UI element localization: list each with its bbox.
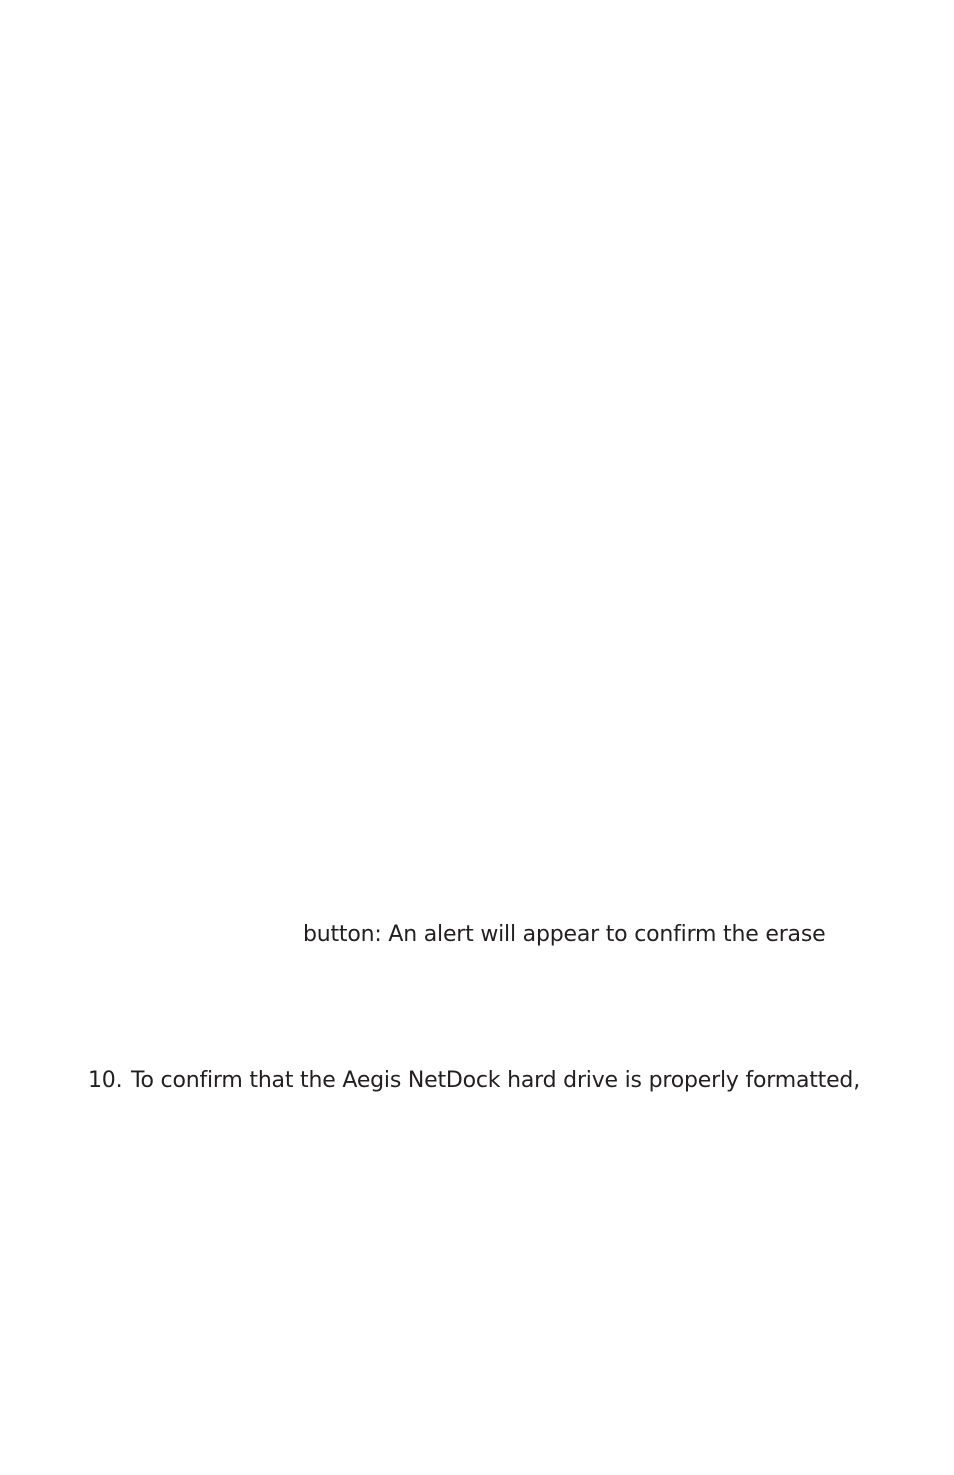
step-10: [88, 1066, 860, 1096]
step-10-number: 10.: [88, 1068, 123, 1093]
erase-confirmation-text: button: An alert will appear to confirm the erase: [303, 922, 826, 947]
step-10-text: To confirm that the Aegis NetDock hard drive is properly formatted,: [131, 1068, 860, 1093]
